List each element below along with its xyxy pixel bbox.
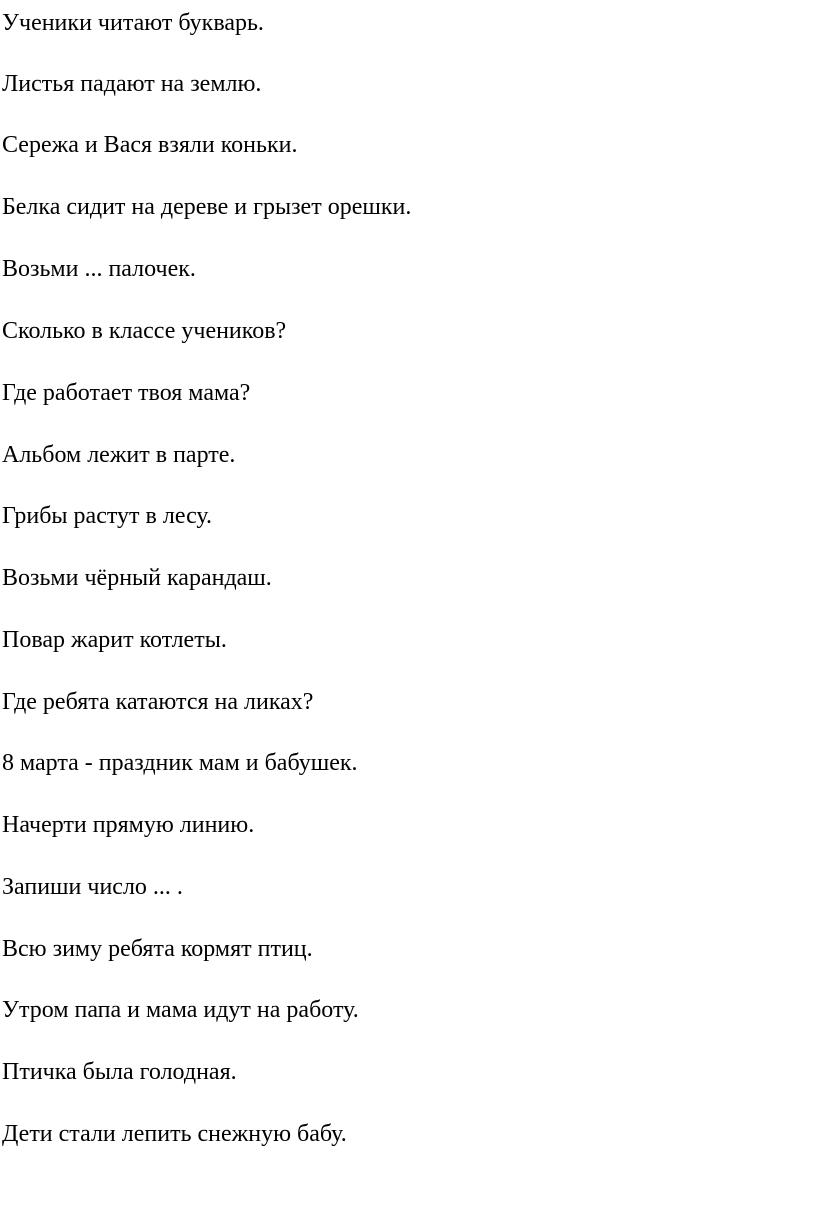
- sentence-line: Грибы растут в лесу.: [2, 503, 212, 529]
- sentence-line: 8 марта - праздник мам и бабушек.: [2, 750, 358, 776]
- sentence-line: Начерти прямую линию.: [2, 812, 255, 838]
- sentence-line: Альбом лежит в парте.: [2, 442, 236, 468]
- sentence-line: Белка сидит на дереве и грызет орешки.: [2, 194, 412, 220]
- sentence-line: Птичка была голодная.: [2, 1059, 237, 1085]
- sentence-line: Где ребята катаются на ликах?: [2, 689, 314, 715]
- sentence-line: Всю зиму ребята кормят птиц.: [2, 936, 313, 962]
- sentence-line: Возьми чёрный карандаш.: [2, 565, 272, 591]
- sentence-line: Утром папа и мама идут на работу.: [2, 997, 359, 1023]
- sentence-line: Сережа и Вася взяли коньки.: [2, 132, 298, 158]
- sentence-line: Сколько в классе учеников?: [2, 318, 287, 344]
- sentence-line: Возьми ... палочек.: [2, 256, 196, 282]
- sentence-line: Запиши число ... .: [2, 874, 183, 900]
- sentence-line: Повар жарит котлеты.: [2, 627, 227, 653]
- sentence-line: Ученики читают букварь.: [2, 10, 264, 36]
- sentence-line: Где работает твоя мама?: [2, 380, 251, 406]
- sentence-line: Листья падают на землю.: [2, 71, 262, 97]
- sentence-line: Дети стали лепить снежную бабу.: [2, 1121, 347, 1147]
